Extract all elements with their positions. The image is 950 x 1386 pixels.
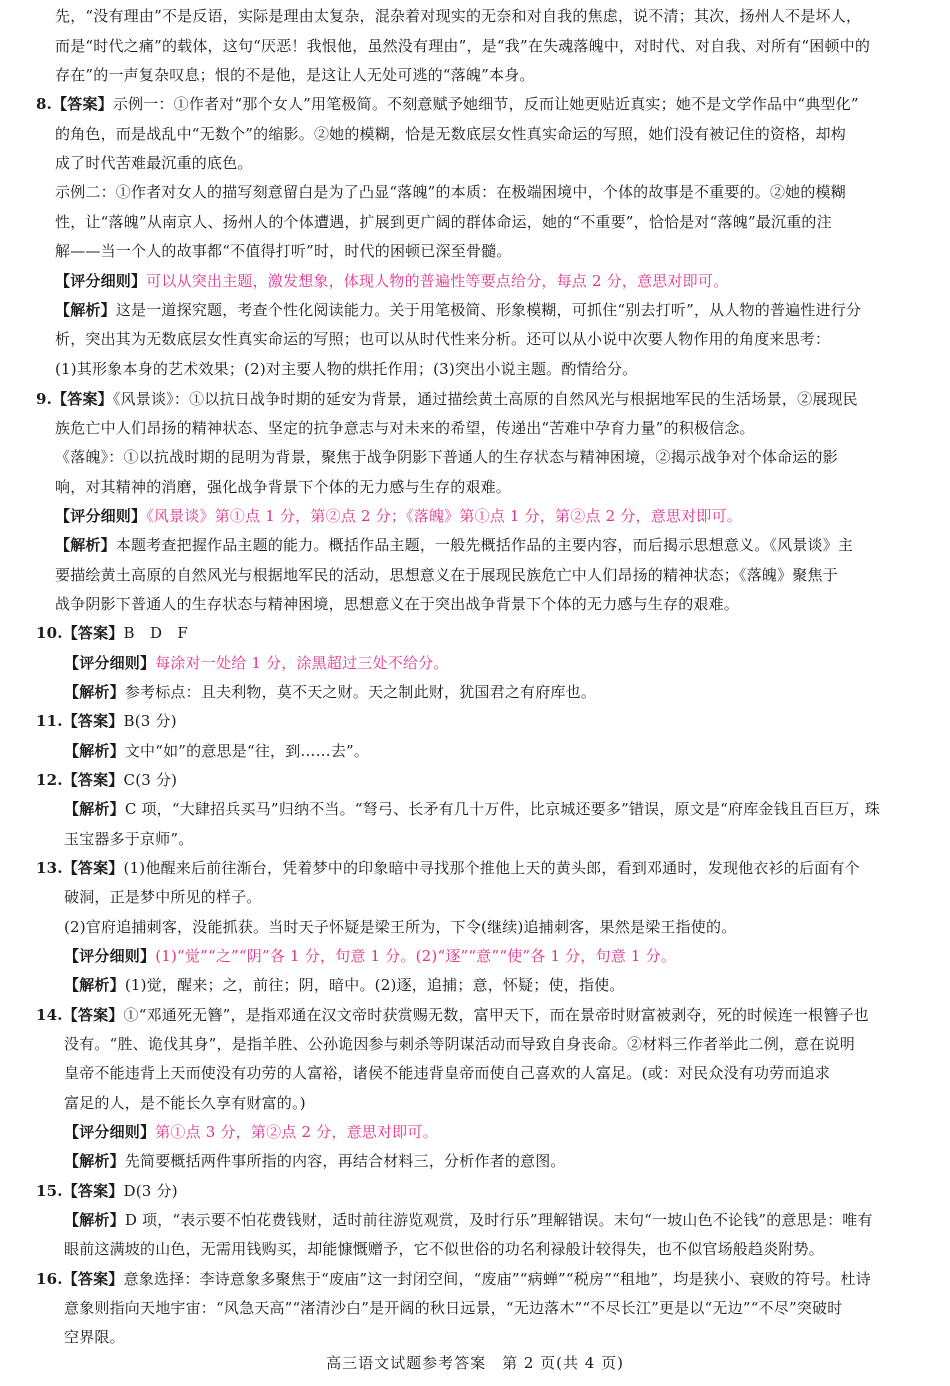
text-line — [64, 1327, 125, 1347]
text-line — [55, 535, 853, 555]
body-text: 存在”的一声复杂叹息；恨的不是他，是这让人无处可逃的“落魄”本身。 — [55, 66, 535, 84]
label-text: 【答案】 — [62, 1182, 124, 1200]
scoring-text: 每涂对一处给 1 分，涂黑超过三处不给分。 — [155, 654, 449, 672]
label-text: 【答案】 — [62, 1006, 124, 1024]
label-text: 【解析】 — [55, 301, 116, 319]
text-line — [64, 1151, 566, 1171]
body-text: 皇帝不能违背上天而使没有功劳的人富裕，诸侯不能违背皇帝而使自己喜欢的人富足。(或：对民众没有功劳而追求 — [64, 1064, 831, 1082]
body-text: ①“邓通死无簪”，是指邓通在汉文帝时获赏赐无数，富甲天下，而在景帝时财富被剥夺，死的时候连一根簪子也 — [123, 1006, 869, 1024]
label-text: 【解析】 — [55, 536, 116, 554]
body-text: 文中“如”的意思是“往，到……去”。 — [124, 742, 370, 760]
text-line — [55, 124, 846, 144]
label-text: 10. — [36, 624, 63, 642]
text-line — [36, 770, 177, 790]
scoring-text: 第①点 3 分，第②点 2 分，意思对即可。 — [155, 1123, 438, 1141]
text-line — [55, 447, 838, 467]
body-text: B(3 分) — [123, 712, 177, 730]
body-text: 《风景谈》：①以抗日战争时期的延安为背景，通过描绘黄土高原的自然风光与根据地军民的生活场景，②展现民 — [112, 390, 858, 408]
text-line — [55, 300, 861, 320]
label-text: 【答案】 — [62, 859, 124, 877]
label-text: 【评分细则】 — [55, 507, 147, 525]
label-text: 8. — [36, 95, 53, 113]
text-line — [64, 887, 262, 907]
text-line — [64, 1210, 873, 1230]
label-text: 【答案】 — [62, 1270, 124, 1288]
text-line — [36, 389, 858, 409]
scoring-text: 可以从突出主题，激发想象，体现人物的普遍性等要点给分，每点 2 分，意思对即可。 — [146, 272, 729, 290]
body-text: (1)觉，醒来；之，前往；阴，暗中。(2)逐，追捕；意，怀疑；使，指使。 — [124, 976, 625, 994]
text-line — [55, 477, 511, 497]
text-line — [55, 418, 755, 438]
body-text: 富足的人，是不能长久享有财富的。) — [64, 1094, 306, 1112]
body-text: 破洞，正是梦中所见的样子。 — [64, 888, 262, 906]
body-text: 空界限。 — [64, 1328, 125, 1346]
label-text: 12. — [36, 771, 63, 789]
label-text: 【解析】 — [64, 683, 125, 701]
body-text: 先简要概括两件事所指的内容，再结合材料三，分析作者的意图。 — [124, 1152, 566, 1170]
body-text: C(3 分) — [123, 771, 178, 789]
text-line — [64, 799, 880, 819]
text-line — [36, 711, 177, 731]
label-text: 【答案】 — [52, 95, 113, 113]
body-text: 参考标点：且夫利物，莫不天之财。天之制此财，犹国君之有府库也。 — [124, 683, 597, 701]
body-text: 先，“没有理由”不是反语，实际是理由太复杂，混杂着对现实的无奈和对自我的焦虑，说不清；其次，扬州人不是坏人， — [55, 7, 862, 25]
body-text: (2)官府追捕刺客，没能抓获。当时天子怀疑是梁王所为，下令(继续)追捕刺客，果然是梁王指使的。 — [64, 918, 737, 936]
label-text: 【答案】 — [52, 390, 113, 408]
label-text: 【解析】 — [64, 1152, 125, 1170]
body-text: 意象选择：李诗意象多聚焦于“废庙”这一封闭空间，“废庙”“病蝉”“税房”“租地”，均是狭小、衰败的符号。杜诗 — [123, 1270, 872, 1288]
text-line — [64, 1034, 855, 1054]
label-text: 【评分细则】 — [55, 272, 147, 290]
body-text: (1)他醒来后前往渐台，凭着梦中的印象暗中寻找那个推他上天的黄头郎，看到邓通时，发现他衣衫的后面有个 — [123, 859, 860, 877]
label-text: 【解析】 — [64, 976, 125, 994]
text-line — [64, 917, 736, 937]
text-line — [55, 594, 739, 614]
label-text: 【解析】 — [64, 742, 125, 760]
scoring-text: 《风景谈》第①点 1 分，第②点 2 分；《落魄》第①点 1 分，第②点 2 分，意思对即可。 — [146, 507, 742, 525]
text-line — [55, 271, 728, 291]
text-line — [64, 653, 449, 673]
label-text: 【答案】 — [62, 771, 124, 789]
text-line — [55, 241, 512, 261]
text-line — [64, 1239, 824, 1259]
body-text: 没有。“胜、诡伐其身”，是指羊胜、公孙诡因参与刺杀等阴谋活动而导致自身丧命。②材料三作者举此二例，意在说明 — [64, 1035, 855, 1053]
body-text: B D F — [123, 624, 188, 642]
body-text: 本题考查把握作品主题的能力。概括作品主题，一般先概括作品的主要内容，而后揭示思想意义。《风景谈》主 — [115, 536, 854, 554]
text-line — [55, 153, 253, 173]
body-text: D(3 分) — [123, 1182, 178, 1200]
text-line — [64, 975, 625, 995]
text-line — [64, 1093, 306, 1113]
body-text: 战争阴影下普通人的生存状态与精神困境，思想意义在于突出战争背景下个体的无力感与生存的艰难。 — [55, 595, 740, 613]
text-line — [36, 623, 188, 643]
text-line — [55, 506, 742, 526]
body-text: 意象则指向天地宇宙：“风急天高”“渚清沙白”是开阔的秋日远景，“无边落木”“不尽长江”更是以“无边”“不尽”突破时 — [64, 1299, 843, 1317]
label-text: 11. — [36, 712, 63, 730]
body-text: 析，突出其为无数底层女性真实命运的写照；也可以从时代性来分析。还可以从小说中次要人物作用的角度来思考： — [55, 330, 831, 348]
body-text: 而是“时代之痛”的载体，这句“厌恶！我恨他，虽然没有理由”，是“我”在失魂落魄中，对时代、对自我、对所有“困顿中的 — [55, 37, 871, 55]
label-text: 13. — [36, 859, 63, 877]
text-line — [64, 682, 596, 702]
body-text: 玉宝器多于京师”。 — [64, 830, 194, 848]
label-text: 9. — [36, 390, 53, 408]
text-line — [36, 1269, 871, 1289]
label-text: 16. — [36, 1270, 63, 1288]
label-text: 14. — [36, 1006, 63, 1024]
body-text: C 项，“大肆招兵买马”归纳不当。“弩弓、长矛有几十万件，比京城还要多”错误，原文是“府库金钱且百巨万，珠 — [124, 800, 881, 818]
label-text: 【解析】 — [64, 800, 125, 818]
body-text: 要描绘黄土高原的自然风光与根据地军民的活动，思想意义在于展现民族危亡中人们昂扬的精神状态；《落魄》聚焦于 — [55, 566, 838, 584]
body-text: 成了时代苦难最沉重的底色。 — [55, 154, 253, 172]
label-text: 【评分细则】 — [64, 947, 156, 965]
body-text: 这是一道探究题，考查个性化阅读能力。关于用笔极简、形象模糊，可抓住“别去打听”，从人物的普遍性进行分 — [115, 301, 862, 319]
text-line — [36, 1005, 869, 1025]
text-line — [55, 212, 832, 232]
label-text: 【评分细则】 — [64, 654, 156, 672]
body-text: (1)其形象本身的艺术效果；(2)对主要人物的烘托作用；(3)突出小说主题。酌情给分。 — [55, 360, 638, 378]
text-line — [36, 94, 859, 114]
text-line — [36, 1181, 178, 1201]
label-text: 【评分细则】 — [64, 1123, 156, 1141]
text-line — [64, 741, 369, 761]
body-text: 眼前这满坡的山色，无需用钱购买，却能慷慨赠予，它不似世俗的功名利禄般计较得失，也不似官场般趋炎附势。 — [64, 1240, 825, 1258]
text-line — [64, 1122, 438, 1142]
label-text: 15. — [36, 1182, 63, 1200]
text-line — [55, 36, 870, 56]
text-line — [55, 329, 830, 349]
text-line — [55, 6, 861, 26]
body-text: 响，对其精神的消磨，强化战争背景下个体的无力感与生存的艰难。 — [55, 478, 512, 496]
body-text: 性，让“落魄”从南京人、扬州人的个体遭遇，扩展到更广阔的群体命运，她的“不重要”，恰恰是对“落魄”最沉重的注 — [55, 213, 832, 231]
body-text: 的角色，而是战乱中“无数个”的缩影。②她的模糊，恰是无数底层女性真实命运的写照，她们没有被记住的资格，却构 — [55, 125, 846, 143]
body-text: D 项，“表示要不怕花费钱财，适时前往游览观赏，及时行乐”理解错误。末句“一坡山色不论钱”的意思是：唯有 — [124, 1211, 873, 1229]
text-line — [36, 858, 860, 878]
label-text: 【答案】 — [62, 712, 124, 730]
label-text: 【答案】 — [62, 624, 124, 642]
body-text: 解——当一个人的故事都“不值得打听”时，时代的困顿已深至骨髓。 — [55, 242, 512, 260]
body-text: 示例一：①作者对“那个女人”用笔极简。不刻意赋予她细节，反而让她更贴近真实；她不是文学作品中“典型化” — [112, 95, 859, 113]
page-footer: 高三语文试题参考答案 第 2 页(共 4 页) — [326, 1354, 624, 1372]
label-text: 【解析】 — [64, 1211, 125, 1229]
body-text: 族危亡中人们昂扬的精神状态、坚定的抗争意志与对未来的希望，传递出“苦难中孕育力量”的积极信念。 — [55, 419, 755, 437]
body-text: 示例二：①作者对女人的描写刻意留白是为了凸显“落魄”的本质：在极端困境中，个体的故事是不重要的。②她的模糊 — [55, 183, 846, 201]
text-line — [64, 1298, 842, 1318]
scoring-text: (1)“觉”“之”“阴”各 1 分，句意 1 分。(2)“逐”“意”“使”各 1 分，句意 1 分。 — [155, 947, 677, 965]
text-line — [64, 829, 193, 849]
text-line — [55, 65, 535, 85]
text-line — [64, 946, 676, 966]
text-line — [55, 359, 637, 379]
text-line — [64, 1063, 830, 1083]
text-line — [55, 565, 838, 585]
body-text: 《落魄》：①以抗战时期的昆明为背景，聚焦于战争阴影下普通人的生存状态与精神困境，②揭示战争对个体命运的影 — [55, 448, 838, 466]
text-line — [55, 182, 846, 202]
